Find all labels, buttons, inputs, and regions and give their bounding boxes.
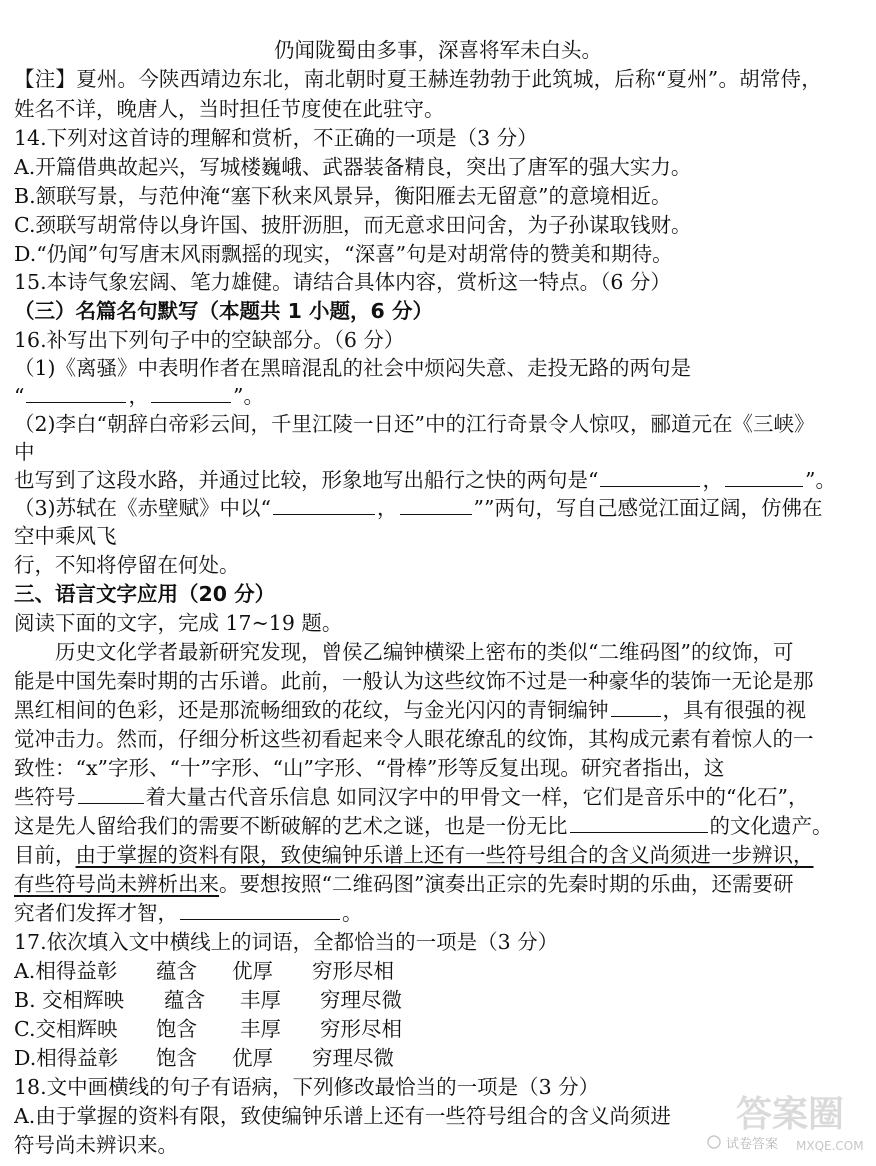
answer-blank[interactable] [151,382,231,403]
comma: ， [128,384,149,408]
option-word: 蕴含 [156,959,197,983]
watermark-small-text: 试卷答案 [726,1137,779,1152]
passage-text: 些符号 [14,785,76,809]
question-15: 15.本诗气象宏阔、笔力雄健。请结合具体内容，赏析这一特点。（6 分） [14,270,671,294]
q17-option-c [14,1015,866,1043]
q17-option-a [14,957,866,985]
section-heading-language: 三、语言文字应用（20 分） [14,582,276,606]
option-word: 饱含 [156,1046,197,1070]
option-word: 饱含 [156,1017,197,1041]
passage-text: 黑红相间的色彩，还是那流畅细致的花纹，与金光闪闪的青铜编钟 [14,698,609,722]
question-16: 16.补写出下列句子中的空缺部分。（6 分） [14,328,405,352]
underlined-sentence: 由于掌握的资料有限，致使编钟乐谱上还有一些符号组合的含义尚须进一步辨识， [75,843,814,867]
question-17: 17.依次填入文中横线上的词语，全都恰当的一项是（3 分） [14,930,559,954]
q16-part-2-cont: 中 [14,440,35,464]
passage-line-5: 致性：“x”字形、“十”字形、“山”字形、“骨棒”形等反复出现。研究者指出，这 [14,756,725,780]
quote-close: ”。 [804,468,836,492]
passage-text: 。要想按照“二维码图”演奏出正宗的先秦时期的乐曲，还需要研 [219,872,794,896]
option-word: D.相得益彰 [14,1046,119,1070]
q18-option-a: A.由于掌握的资料有限，致使编钟乐谱上还有一些符号组合的含义尚须进 [14,1104,671,1128]
passage-text: 的文化遗产。 [709,814,833,838]
answer-blank[interactable] [400,494,472,515]
q16-part-1-blanks [14,382,866,410]
passage-line-2: 能是中国先秦时期的古乐谱。此前，一般认为这些纹饰不过是一种豪华的装饰一无论是那 [14,669,814,693]
answer-blank[interactable] [273,494,375,515]
q17-option-b [14,986,866,1014]
option-word: 丰厚 [240,988,281,1012]
passage-text: 这是先人留给我们的需要不断破解的艺术之谜，也是一份无比 [14,814,568,838]
q14-option-d: D.“仍闻”句写唐末风雨飘摇的现实，“深喜”句是对胡常侍的赞美和期待。 [14,242,673,266]
passage-text: 着大量古代音乐信息 如同汉字中的甲骨文一样，它们是音乐中的“化石”， [145,785,809,809]
underlined-sentence: 有些符号尚未辨析出来 [14,872,219,896]
q16-part-2-blanks [14,466,866,494]
passage-line-3 [14,696,866,724]
passage-text: ，具有很强的视 [662,698,806,722]
note-line-1: 【注】夏州。今陕西靖边东北，南北朝时夏王赫连勃勃于此筑城，后称“夏州”。胡常侍， [14,67,822,91]
poem-last-line: 仍闻陇蜀由多事，深喜将军未白头。 [274,38,602,62]
answer-blank[interactable] [26,382,126,403]
quote-open: “ [14,384,25,408]
reading-instruction: 阅读下面的文字，完成 17~19 题。 [14,611,343,635]
answer-blank[interactable] [725,466,803,487]
q16-part-3-cont-1: 空中乘风飞 [14,524,117,548]
passage-line-8 [14,841,866,869]
q17-option-d [14,1044,866,1072]
q14-option-a: A.开篇借典故起兴，写城楼巍峨、武器装备精良，突出了唐军的强大实力。 [14,155,692,179]
q14-option-c: C.颈联写胡常侍以身许国、披肝沥胆，而无意求田问舍，为子孙谋取钱财。 [14,213,692,237]
answer-blank[interactable] [78,783,144,804]
question-18: 18.文中画横线的句子有语病，下列修改最恰当的一项是（3 分） [14,1075,600,1099]
q16-part-1: （1)《离骚》中表明作者在黑暗混乱的社会中烦闷失意、走投无路的两句是 [14,356,692,380]
question-14: 14.下列对这首诗的理解和赏析，不正确的一项是（3 分） [14,126,538,150]
quote-close: ”。 [232,384,264,408]
passage-line-9 [14,870,866,898]
passage-text: 。 [342,901,363,925]
option-word: 丰厚 [240,1017,281,1041]
passage-line-4: 觉冲击力。然而，仔细分析这些初看起来令人眼花缭乱的纹饰，其构成元素有着惊人的一 [14,727,814,751]
option-word: 蕴含 [164,988,205,1012]
note-line-2: 姓名不详，晚唐人，当时担任节度使在此驻守。 [14,97,445,121]
answer-blank[interactable] [180,899,340,920]
passage-line-6 [14,783,866,811]
q16-part-3-cont-2: 行，不知将停留在何处。 [14,553,240,577]
watermark-url: MXQE.COM [796,1139,864,1153]
option-word: A.相得益彰 [14,959,118,983]
answer-blank[interactable] [570,812,708,833]
option-word: 穷理尽微 [312,1046,394,1070]
answer-blank[interactable] [600,466,700,487]
q16-part-3-text-end: ””两句，写自己感觉江面辽阔，仿佛在 [473,496,823,520]
q16-part-3 [14,494,866,522]
q14-option-b: B.颔联写景，与范仲淹“塞下秋来风景异，衡阳雁去无留意”的意境相近。 [14,184,672,208]
answer-blank[interactable] [611,696,661,717]
passage-text: 究者们发挥才智， [14,901,178,925]
passage-line-7 [14,812,866,840]
passage-text: 目前， [14,843,76,867]
comma: ， [702,468,723,492]
option-word: 穷形尽相 [320,1017,402,1041]
passage-line-10 [14,899,866,927]
passage-line-1: 历史文化学者最新研究发现，曾侯乙编钟横梁上密布的类似“二维码图”的纹饰，可 [14,640,794,664]
section-heading-dictation: （三）名篇名句默写（本题共 1 小题，6 分） [14,299,433,323]
option-word: 优厚 [232,959,273,983]
q16-part-2-text: 也写到了这段水路，并通过比较，形象地写出船行之快的两句是“ [14,468,599,492]
option-word: 穷形尽相 [312,959,394,983]
q16-part-3-text: （3)苏轼在《赤壁赋》中以“ [14,496,272,520]
option-word: 优厚 [232,1046,273,1070]
q18-option-a-cont: 符号尚未辨识来。 [14,1133,178,1157]
option-word: B. 交相辉映 [14,988,125,1012]
option-word: 穷理尽微 [320,988,402,1012]
watermark-logo [676,1086,866,1156]
watermark-big-text: 答案圈 [736,1094,845,1135]
comma: ， [377,496,398,520]
q16-part-2: （2)李白“朝辞白帝彩云间，千里江陵一日还”中的江行奇景令人惊叹，郦道元在《三峡》 [14,412,815,436]
option-word: C.交相辉映 [14,1017,118,1041]
